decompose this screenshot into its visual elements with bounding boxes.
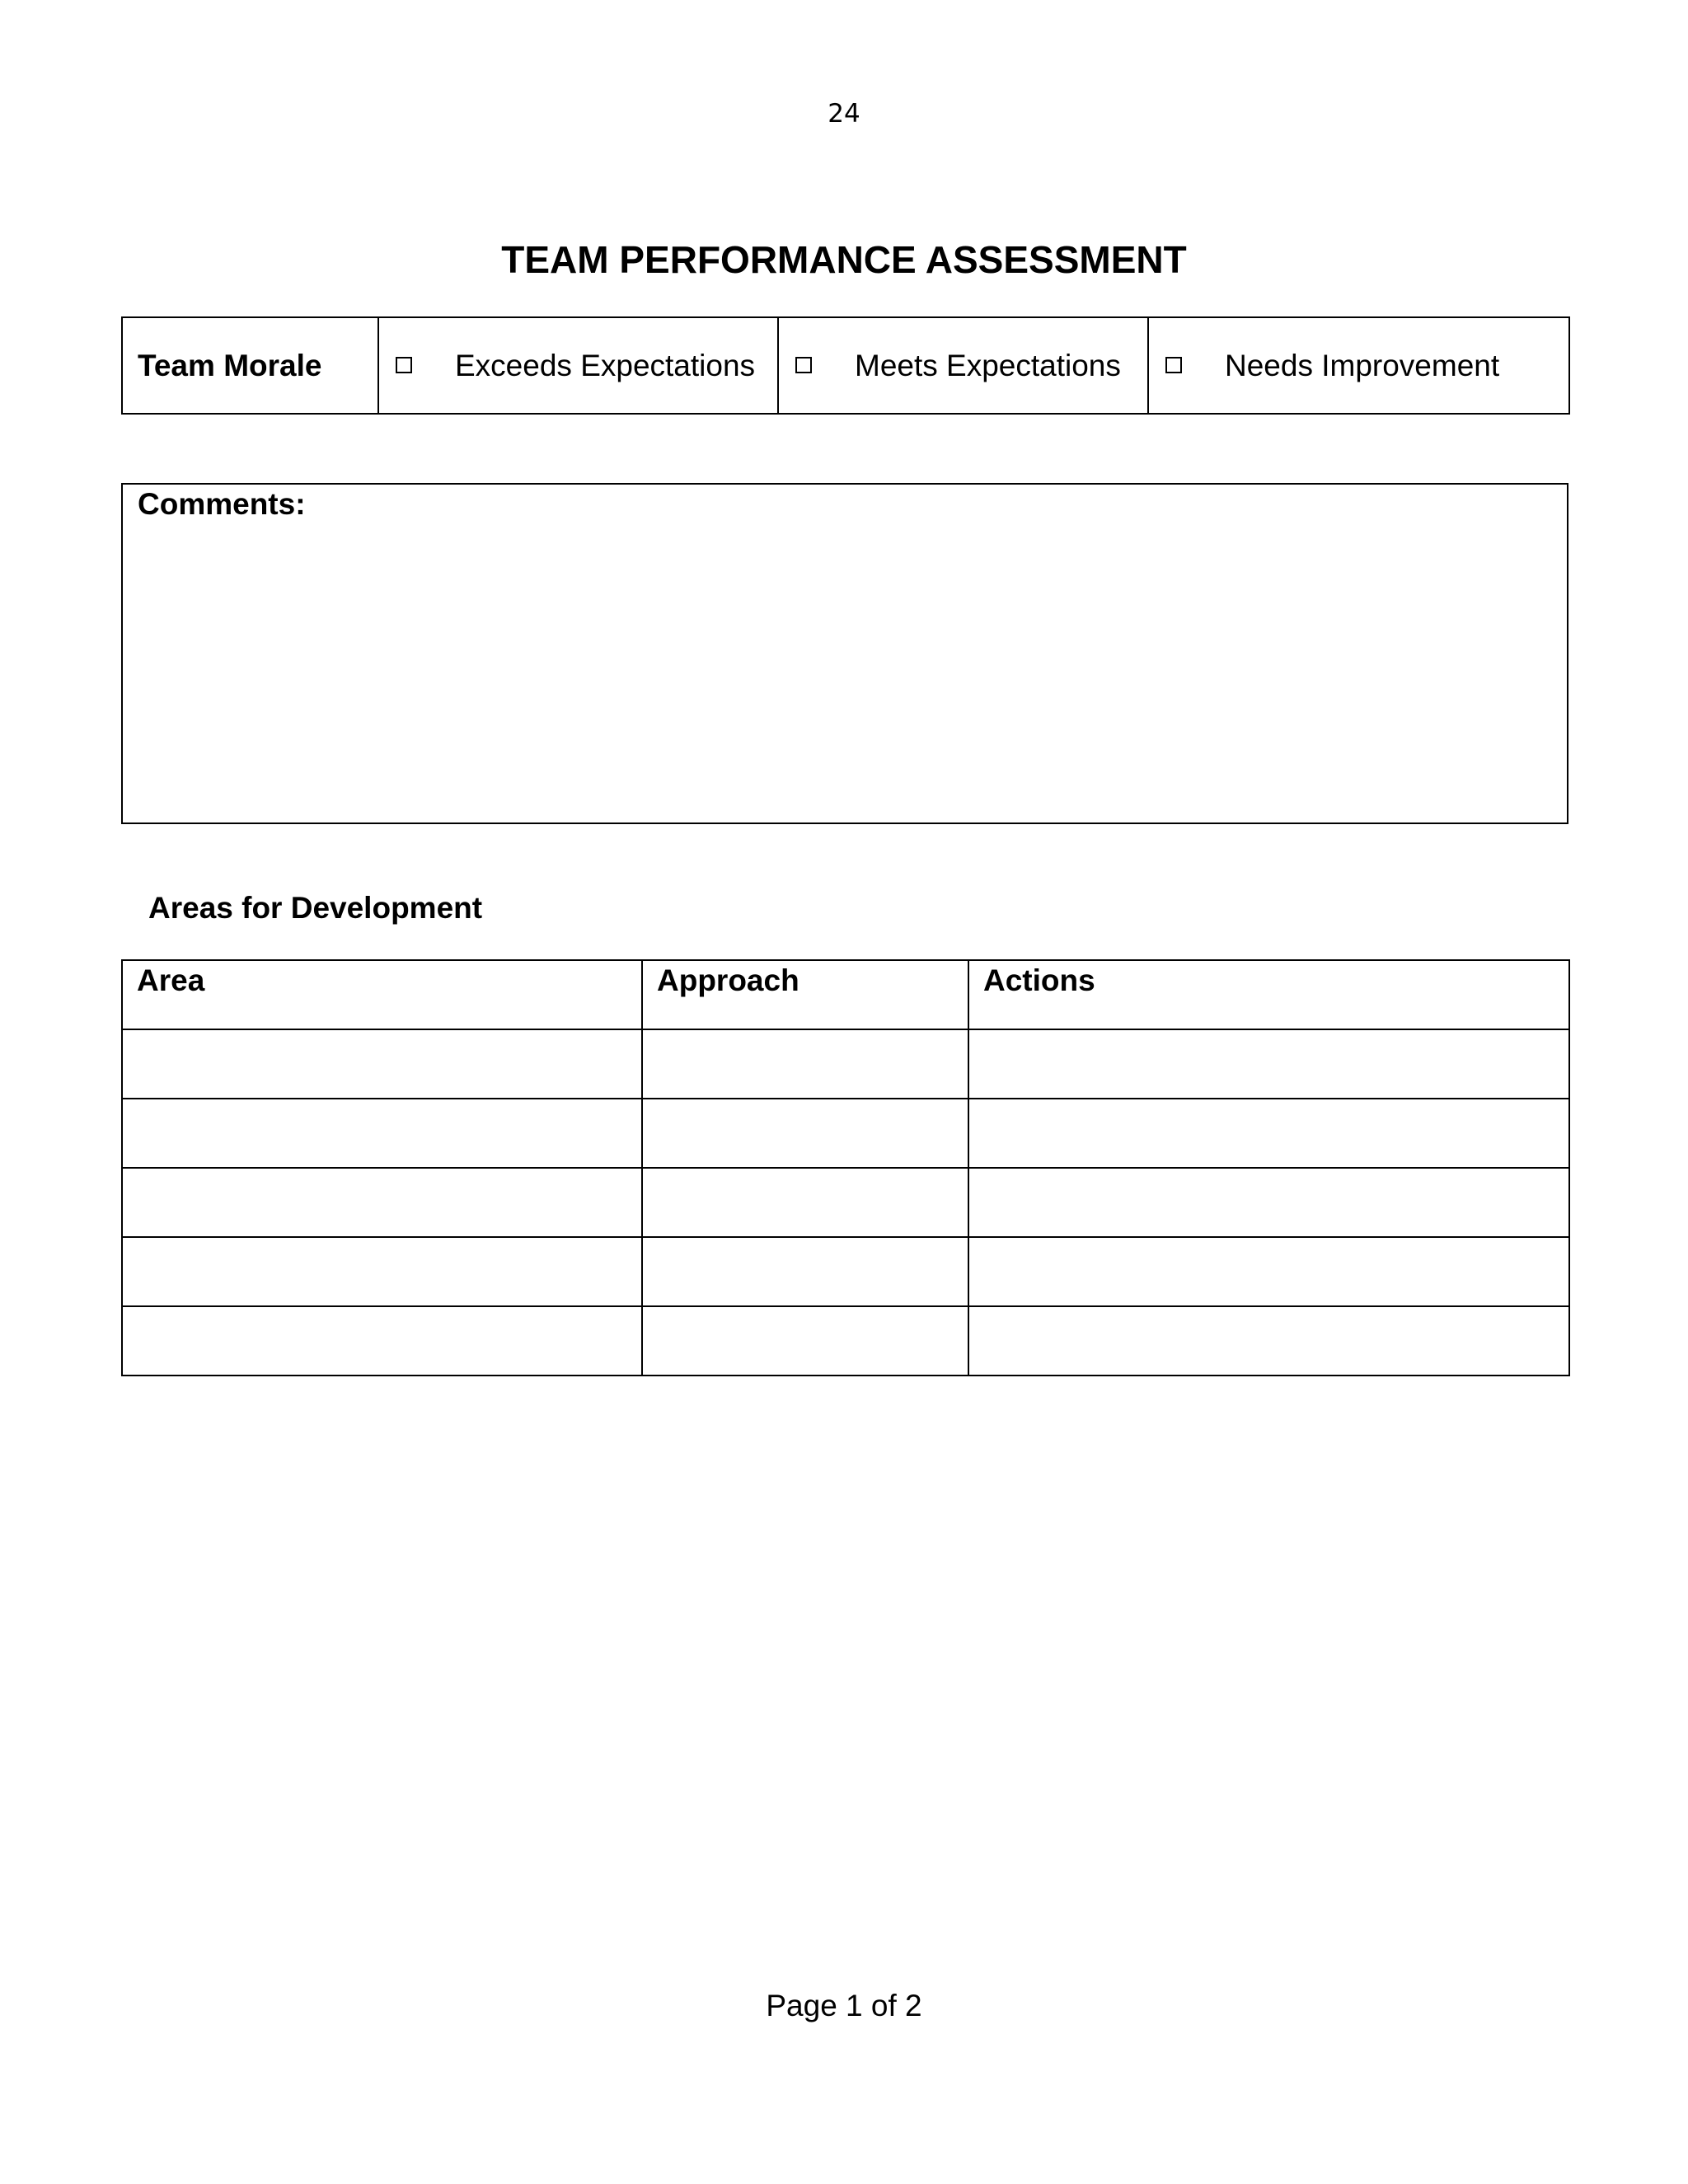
table-row <box>122 1099 1569 1168</box>
table-row <box>122 1237 1569 1306</box>
page-number: 24 <box>828 99 860 129</box>
table-cell[interactable] <box>122 1237 642 1306</box>
option-label: Exceeds Expectations <box>455 348 756 382</box>
table-cell[interactable] <box>642 1306 968 1376</box>
option-meets-expectations[interactable] <box>778 317 1148 414</box>
table-header-row <box>122 960 1569 1029</box>
column-header-area: Area <box>122 960 642 1029</box>
option-label: Needs Improvement <box>1225 348 1500 382</box>
comments-box[interactable] <box>121 483 1568 824</box>
page-footer: Page 1 of 2 <box>766 1989 922 2022</box>
column-header-actions: Actions <box>968 960 1569 1029</box>
table-cell[interactable] <box>968 1306 1569 1376</box>
comments-label: Comments: <box>138 487 306 521</box>
team-morale-rating-table <box>121 316 1570 415</box>
table-cell[interactable] <box>968 1029 1569 1099</box>
table-row <box>122 1168 1569 1237</box>
development-table <box>121 959 1570 1376</box>
table-cell[interactable] <box>642 1029 968 1099</box>
table-cell[interactable] <box>968 1168 1569 1237</box>
table-cell[interactable] <box>968 1099 1569 1168</box>
team-morale-label: Team Morale <box>122 317 378 414</box>
table-cell[interactable] <box>122 1029 642 1099</box>
checkbox-icon[interactable] <box>1165 357 1182 373</box>
option-label: Meets Expectations <box>855 348 1121 382</box>
table-cell[interactable] <box>968 1237 1569 1306</box>
checkbox-icon[interactable] <box>795 357 812 373</box>
option-exceeds-expectations[interactable] <box>378 317 778 414</box>
table-row <box>122 1306 1569 1376</box>
column-header-approach: Approach <box>642 960 968 1029</box>
table-cell[interactable] <box>642 1168 968 1237</box>
table-cell[interactable] <box>642 1237 968 1306</box>
option-needs-improvement[interactable] <box>1148 317 1569 414</box>
table-cell[interactable] <box>122 1099 642 1168</box>
checkbox-icon[interactable] <box>396 357 412 373</box>
table-cell[interactable] <box>122 1306 642 1376</box>
table-cell[interactable] <box>642 1099 968 1168</box>
table-row <box>122 1029 1569 1099</box>
areas-for-development-heading: Areas for Development <box>148 891 483 925</box>
page-title: TEAM PERFORMANCE ASSESSMENT <box>501 238 1187 281</box>
table-cell[interactable] <box>122 1168 642 1237</box>
